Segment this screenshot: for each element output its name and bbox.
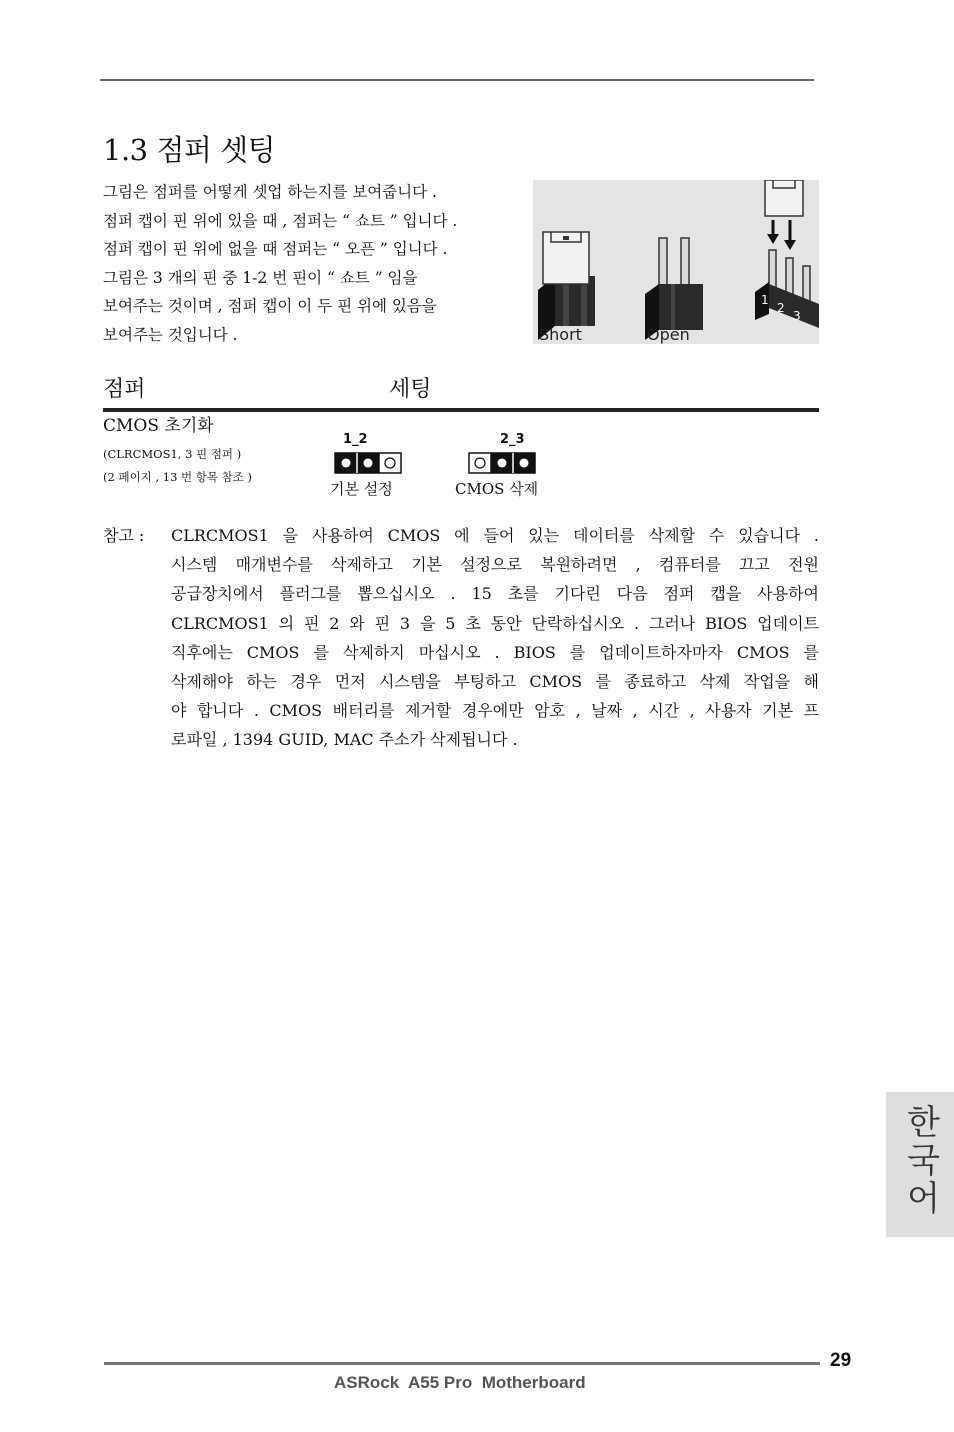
intro-line: 보여주는 것이며 , 점퍼 캡이 이 두 핀 위에 있음을 bbox=[103, 297, 437, 316]
intro-line: 보여주는 것입니다 . bbox=[103, 325, 238, 344]
intro-line: 점퍼 캡이 핀 위에 있을 때 , 점퍼는 “ 쇼트 ” 입니다 . bbox=[103, 211, 458, 230]
pin-open bbox=[385, 458, 395, 468]
note-line: 공급장치에서 플러그를 뽑으십시오 . 15 초를 기다린 다음 점퍼 캡을 사용하여 bbox=[171, 584, 819, 604]
section-title: 1.3 점퍼 셋팅 bbox=[103, 133, 276, 167]
top-rule bbox=[100, 79, 814, 81]
row-subtitle: (CLRCMOS1, 3 핀 점퍼 ) bbox=[103, 447, 242, 461]
short-label: Short bbox=[539, 325, 582, 344]
note-line: 로파일 , 1394 GUID, MAC 주소가 삭제됩니다 . bbox=[171, 730, 518, 750]
footer-product-name: ASRock A55 Pro Motherboard bbox=[334, 1373, 586, 1392]
page-number: 29 bbox=[830, 1350, 852, 1371]
table-header-rule bbox=[103, 408, 819, 412]
pin-number: 1 bbox=[761, 293, 769, 307]
pins-label-default: 1_2 bbox=[343, 432, 368, 447]
row-reference: (2 페이지 , 13 번 항목 참조 ) bbox=[103, 470, 253, 484]
pin-filled bbox=[498, 459, 507, 468]
note-label: 참고 : bbox=[103, 526, 145, 545]
caption-default: 기본 설정 bbox=[330, 480, 393, 498]
intro-line: 점퍼 캡이 핀 위에 없을 때 점퍼는 “ 오픈 ” 입니다 . bbox=[103, 240, 448, 259]
pin-number: 2 bbox=[777, 301, 785, 315]
note-body bbox=[171, 521, 819, 755]
note-line: 시스템 매개변수를 삭제하고 기본 설정으로 복원하려면 , 컴퓨터를 끄고 전원 bbox=[171, 555, 819, 575]
short-jumper-graphic bbox=[538, 232, 595, 340]
note-line: 야 합니다 . CMOS 배터리를 제거할 경우에만 암호 , 날짜 , 시간 , 사용자 기본 프 bbox=[171, 701, 819, 721]
pin-header-clear bbox=[468, 452, 536, 474]
caption-clear-cmos: CMOS 삭제 bbox=[455, 480, 539, 498]
note-line: 직후에는 CMOS 를 삭제하지 마십시오 . BIOS 를 업데이트하자마자 CMOS 를 bbox=[171, 642, 819, 662]
open-label: Open bbox=[647, 325, 690, 344]
pin-filled bbox=[364, 459, 373, 468]
pin-filled bbox=[342, 459, 351, 468]
three-pin-jumper-graphic bbox=[755, 180, 819, 328]
note-line: 삭제해야 하는 경우 먼저 시스템을 부팅하고 CMOS 를 종료하고 삭제 작업을 해 bbox=[171, 672, 819, 692]
intro-line: 그림은 점퍼를 어떻게 셋업 하는지를 보여줍니다 . bbox=[103, 183, 437, 201]
intro-line: 그림은 3 개의 핀 중 1-2 번 핀이 “ 쇼트 ” 임을 bbox=[103, 268, 418, 287]
pins-label-clear: 2_3 bbox=[500, 432, 525, 447]
column-header-jumper: 점퍼 bbox=[103, 377, 146, 402]
language-tab bbox=[886, 1092, 954, 1237]
pin-filled bbox=[520, 459, 529, 468]
pin-number: 3 bbox=[793, 309, 801, 323]
column-header-setting: 세팅 bbox=[389, 377, 432, 402]
language-tab-label: 한국어 bbox=[900, 1104, 940, 1218]
note-line: CLRCMOS1 을 사용하여 CMOS 에 들어 있는 데이터를 삭제할 수 있습니다 . bbox=[171, 526, 819, 545]
footer-rule bbox=[104, 1362, 820, 1365]
note-line: CLRCMOS1 의 핀 2 와 핀 3 을 5 초 동안 단락하십시오 . 그러나 BIOS 업데이트 bbox=[171, 613, 819, 633]
pin-header-default bbox=[334, 452, 402, 474]
pin-open bbox=[475, 458, 485, 468]
row-title: CMOS 초기화 bbox=[103, 416, 214, 436]
jumper-illustration bbox=[533, 180, 819, 344]
intro-text bbox=[103, 178, 533, 350]
